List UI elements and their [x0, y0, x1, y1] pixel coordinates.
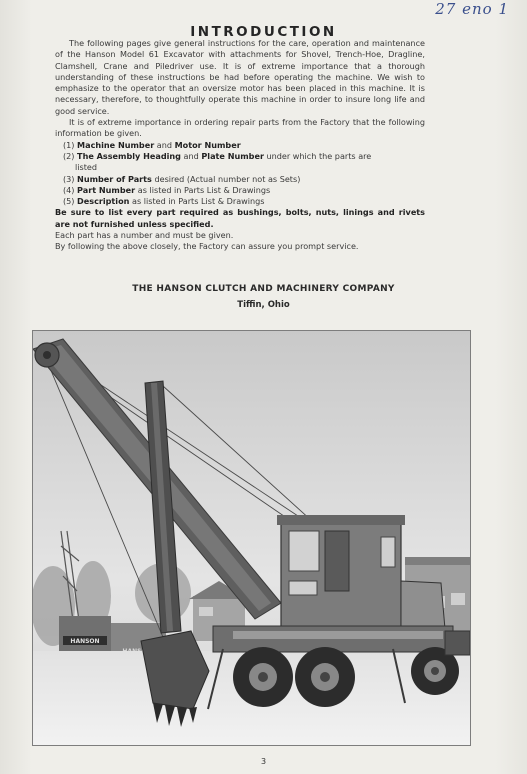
photo-label-front: HANSON: [70, 638, 100, 645]
page-number: 3: [260, 757, 267, 766]
list-item: (2) The Assembly Heading and Plate Number under which the parts are: [63, 150, 372, 161]
prompt-service-line: By following the above closely, the Factory can assure you prompt service.: [55, 241, 359, 252]
excavator-photo-illustration: [33, 331, 470, 745]
paragraph-ordering: It is of extreme importance in ordering repair parts from the Factory that the following information be given.: [55, 117, 425, 139]
handwritten-annotation: 27 eno 1: [435, 0, 509, 18]
parts-warning-note: Be sure to list every part required as bushings, bolts, nuts, linings and rivets are not furnished unless specified.: [55, 207, 425, 229]
list-item: (1) Machine Number and Motor Number: [63, 139, 241, 150]
part-number-line: Each part has a number and must be given.: [55, 230, 234, 241]
list-item: (3) Number of Parts desired (Actual number not as Sets): [63, 173, 301, 184]
list-item-continuation: listed: [75, 162, 98, 173]
paragraph-intro: The following pages give general instructions for the care, operation and maintenance of the Hanson Model 61 Excavator with attachments for Shovel, Trench-Hoe, Dragline, Clamshell, Crane and Piledriver use. It is of extreme importance that a thorough understanding of these instructions be had before operating the machine. We wish to emphasize to the operator that an oversize motor has been placed in this machine. It is necessary, therefore, to thoughtfully operate this machine in order to insure long life and good service.: [55, 38, 425, 116]
company-city: Tiffin, Ohio: [237, 300, 290, 310]
page-title: INTRODUCTION: [190, 24, 337, 40]
introduction-body: [55, 38, 425, 253]
company-name: THE HANSON CLUTCH AND MACHINERY COMPANY: [132, 284, 395, 294]
list-item: (4) Part Number as listed in Parts List & Drawings: [63, 184, 271, 195]
list-item: (5) Description as listed in Parts List & Drawings: [63, 196, 265, 207]
excavator-photo: [32, 330, 471, 746]
ordering-info-list: [55, 140, 425, 208]
